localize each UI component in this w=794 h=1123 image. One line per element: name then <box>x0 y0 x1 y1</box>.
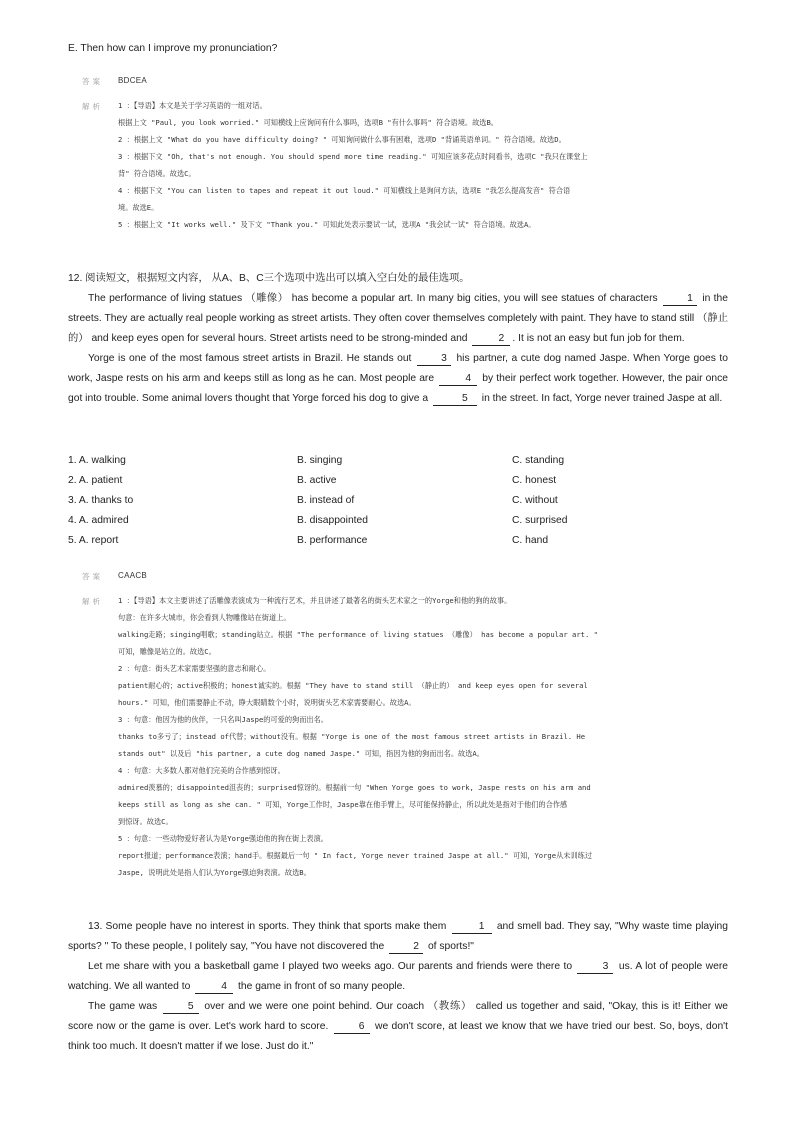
explanation-line: 5 ：句意：一些动物爱好者认为是Yorge强迫他的狗在街上表演。 <box>118 834 328 843</box>
passage-13 <box>68 917 728 1057</box>
explanation-line: 根据上文 "Paul, you look worried." 可知横线上应询问有什么事吗，选项B "有什么事吗" 符合语境。故选B。 <box>118 118 498 127</box>
option-b: B. instead of <box>297 495 355 506</box>
option-a: 1. A. walking <box>68 455 126 466</box>
option-c: C. hand <box>512 535 549 546</box>
answer-label: 答案 <box>82 77 103 86</box>
explanation-line: 2 ：根据上文 "What do you have difficulty doing? " 可知询问做什么事有困难，选项D "背诵英语单词。" 符合语境。故选D。 <box>118 135 566 144</box>
explanation-line: walking走路；singing唱歌；standing站立。根据 "The performance of living statues （雕像） has become a popular art. " <box>118 630 598 639</box>
explanation-line: admired羡慕的；disappointed沮丧的；surprised惊讶的。根据前一句 "When Yorge goes to work, Jaspe rests on his arm and <box>118 783 591 792</box>
blank-3: 3 <box>417 353 451 366</box>
explanation-line: hours." 可知，他们需要静止不动，睁大眼睛数个小时，说明街头艺术家需要耐心。故选A。 <box>118 698 416 707</box>
blank-5: 5 <box>433 393 477 406</box>
option-a: 3. A. thanks to <box>68 495 134 506</box>
option-b: B. performance <box>297 535 368 546</box>
explanation-line: 3 ：根据下文 "Oh, that's not enough. You should spend more time reading." 可知应该多花点时间看书，选项C "我只在课堂上 <box>118 152 588 161</box>
option-row-2 <box>68 471 728 491</box>
blank-4: 4 <box>439 373 477 386</box>
answer-label: 答案 <box>82 572 103 581</box>
blank-6: 6 <box>334 1021 370 1034</box>
explanation-line: keeps still as long as she can. " 可知，Yorge工作时，Jaspe靠在他手臂上，尽可能保持静止，所以此处是指对于他们的合作感 <box>118 800 568 809</box>
blank-2: 2 <box>389 941 423 954</box>
option-b: B. disappointed <box>297 515 368 526</box>
option-e-line: E. Then how can I improve my pronunciation? <box>68 43 278 54</box>
passage-paragraph: The game was 5 over and we were one point behind. Our coach （教练） called us together and said, "Okay, this is it! Either we score now or the game is over. Let's work hard to score. 6 we don't score, at least we know that we have tried our best. So, boys, don't think too much. It doesn't matter if we lose. Just do it." <box>68 1001 728 1052</box>
explanation-line: patient耐心的；active积极的；honest诚实的。根据 "They have to stand still （静止的） and keep eyes open for several <box>118 681 588 690</box>
explanation-line: 2 ：句意：街头艺术家需要坚强的意志和耐心。 <box>118 664 271 673</box>
option-c: C. without <box>512 495 558 506</box>
option-c: C. honest <box>512 475 557 486</box>
option-row-1 <box>68 451 728 471</box>
explanation-label: 解析 <box>82 597 103 606</box>
option-a: 5. A. report <box>68 535 119 546</box>
explanation-block <box>118 592 718 881</box>
passage-paragraph: The performance of living statues （雕像） has become a popular art. In many big cities, you will see statues of characters 1 in the streets. They are actually real people working as street artists. They often cover themselves completely with paint. They have to stand still （静止的） and keep eyes open for several hours. Street artists need to be strong-minded and 2 . It is not an easy but fun job for them. <box>68 293 728 344</box>
explanation-line: stands out" 以及后 "his partner, a cute dog named Jaspe." 可知，指因为他的狗而出名。故选A。 <box>118 749 484 758</box>
passage-paragraph: 13. Some people have no interest in sports. They think that sports make them 1 and smell bad. They say, "Why waste time playing sports? " To these people, I politely say, "You have not discovered the 2 of sports!" <box>68 921 728 952</box>
explanation-line: 到惊讶。故选C。 <box>118 817 173 826</box>
explanation-label: 解析 <box>82 102 103 111</box>
explanation-line: 1 ：【导语】本文是关于学习英语的一组对话。 <box>118 101 267 110</box>
explanation-line: 背" 符合语境。故选C。 <box>118 169 196 178</box>
option-a: 4. A. admired <box>68 515 129 526</box>
explanation-line: 4 ：句意：大多数人都对他们完美的合作感到惊讶。 <box>118 766 285 775</box>
answer-value: BDCEA <box>118 76 148 85</box>
passage-paragraph: Let me share with you a basketball game I played two weeks ago. Our parents and friends were there to 3 us. A lot of people were watching. We all wanted to 4 the game in front of so many people. <box>68 961 728 992</box>
question-heading: 12. 阅读短文，根据短文内容， 从A、B、C三个选项中选出可以填入空白处的最佳选项。 <box>68 273 470 284</box>
explanation-line: 5 ：根据上文 "It works well." 及下文 "Thank you." 可知此处表示要试一试，选项A "我会试一试" 符合语境。故选A。 <box>118 220 536 229</box>
explanation-line: 3 ：句意：他因为他的伙伴，一只名叫Jaspe的可爱的狗而出名。 <box>118 715 328 724</box>
blank-1: 1 <box>452 921 492 934</box>
blank-4: 4 <box>195 981 233 994</box>
option-b: B. singing <box>297 455 343 466</box>
option-a: 2. A. patient <box>68 475 123 486</box>
option-b: B. active <box>297 475 337 486</box>
blank-3: 3 <box>577 961 613 974</box>
passage-paragraph: Yorge is one of the most famous street artists in Brazil. He stands out 3 his partner, a cute dog named Jaspe. When Yorge goes to work, Jaspe rests on his arm and keeps still as long as he can. Most people are 4 by their perfect work together. However, the pair once got into trouble. Some animal lovers thought that Yorge forced his dog to give a 5 in the street. In fact, Yorge never trained Jaspe at all. <box>68 353 729 404</box>
explanation-block <box>118 97 718 233</box>
explanation-line: 句意：在许多大城市，你会看到人物雕像站在街道上。 <box>118 613 291 622</box>
explanation-line: 1 ：【导语】本文主要讲述了活雕像表演成为一种流行艺术，并且讲述了最著名的街头艺术家之一的Yorge和他的狗的故事。 <box>118 596 512 605</box>
option-c: C. surprised <box>512 515 568 526</box>
option-row-3 <box>68 491 728 511</box>
explanation-line: report报道；performance表演；hand手。根据最后一句 " In fact, Yorge never trained Jaspe at all." 可知，Yorge从未训练过 <box>118 851 593 860</box>
explanation-line: 可知，雕像是站立的。故选C。 <box>118 647 216 656</box>
option-c: C. standing <box>512 455 565 466</box>
blank-1: 1 <box>663 293 697 306</box>
explanation-line: 境。故选E。 <box>118 203 159 212</box>
blank-5: 5 <box>163 1001 199 1014</box>
option-row-4 <box>68 511 728 531</box>
passage-12 <box>68 289 728 409</box>
explanation-line: 4 ：根据下文 "You can listen to tapes and repeat it out loud." 可知横线上是询问方法，选项E "我怎么提高发音" 符合语 <box>118 186 571 195</box>
answer-value: CAACB <box>118 571 148 580</box>
explanation-line: thanks to多亏了；instead of代替；without没有。根据 "Yorge is one of the most famous street artists in Brazil. He <box>118 732 586 741</box>
blank-2: 2 <box>472 333 510 346</box>
option-row-5 <box>68 531 728 551</box>
explanation-line: Jaspe, 说明此处是指人们认为Yorge强迫狗表演。故选B。 <box>118 868 311 877</box>
